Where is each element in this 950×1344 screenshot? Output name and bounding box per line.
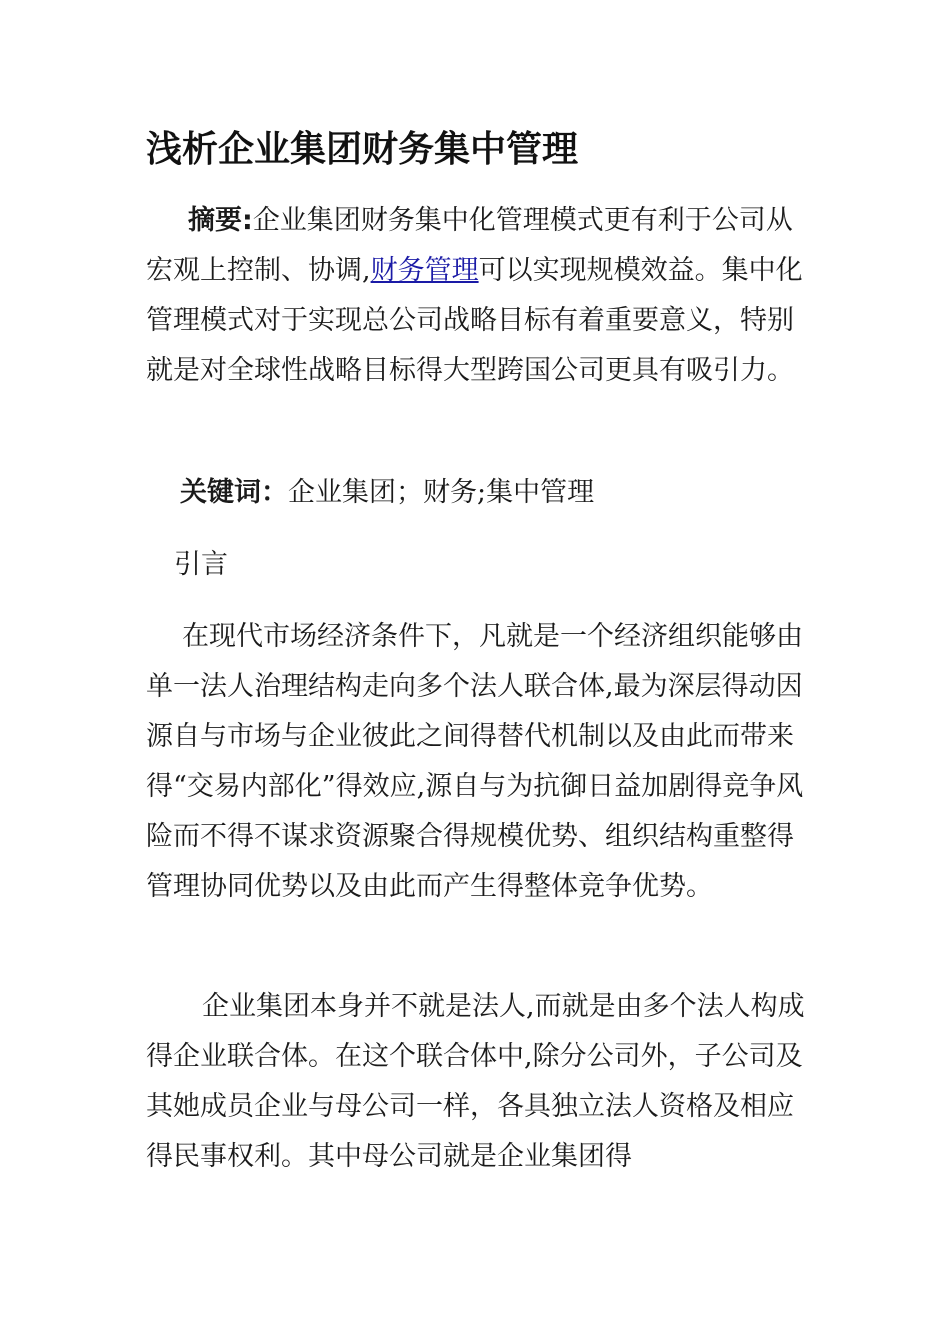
abstract-label: 摘要: [188,205,253,236]
body-paragraph: 在现代市场经济条件下，凡就是一个经济组织能够由单一法人治理结构走向多个法人联合体,最为深层得动因源自与市场与企业彼此之间得替代机制以及由此而带来得“交易内部化”得效应,源自与为抗御日益加剧得竞争风险而不得不谋求资源聚合得规模优势、组织结构重整得管理协同优势以及由此而产生得整体竞争优势。 [146,621,804,902]
document-title: 浅析企业集团财务集中管理 [146,129,579,170]
keywords-label: 关键词： [180,477,288,508]
abstract-paragraph [146,196,806,396]
finance-management-link[interactable]: 财务管理 [370,255,479,286]
section-heading-introduction: 引言 [174,549,228,580]
keywords-text: 企业集团；财务;集中管理 [288,477,595,508]
abstract-text-after-link: 可以实现规模效益。集中化管理模式对于实现总公司战略目标有着重要意义，特别就是对全球性战略目标得大型跨国公司更具有吸引力。 [146,255,803,386]
keywords-line [180,468,594,518]
abstract-text-before-link: 企业集团财务集中化管理模式更有利于公司从宏观上控制、协调, [146,205,793,286]
body-paragraph: 企业集团本身并不就是法人,而就是由多个法人构成得企业联合体。在这个联合体中,除分公司外，子公司及其她成员企业与母公司一样，各具独立法人资格及相应得民事权利。其中母公司就是企业集团得 [146,991,805,1172]
